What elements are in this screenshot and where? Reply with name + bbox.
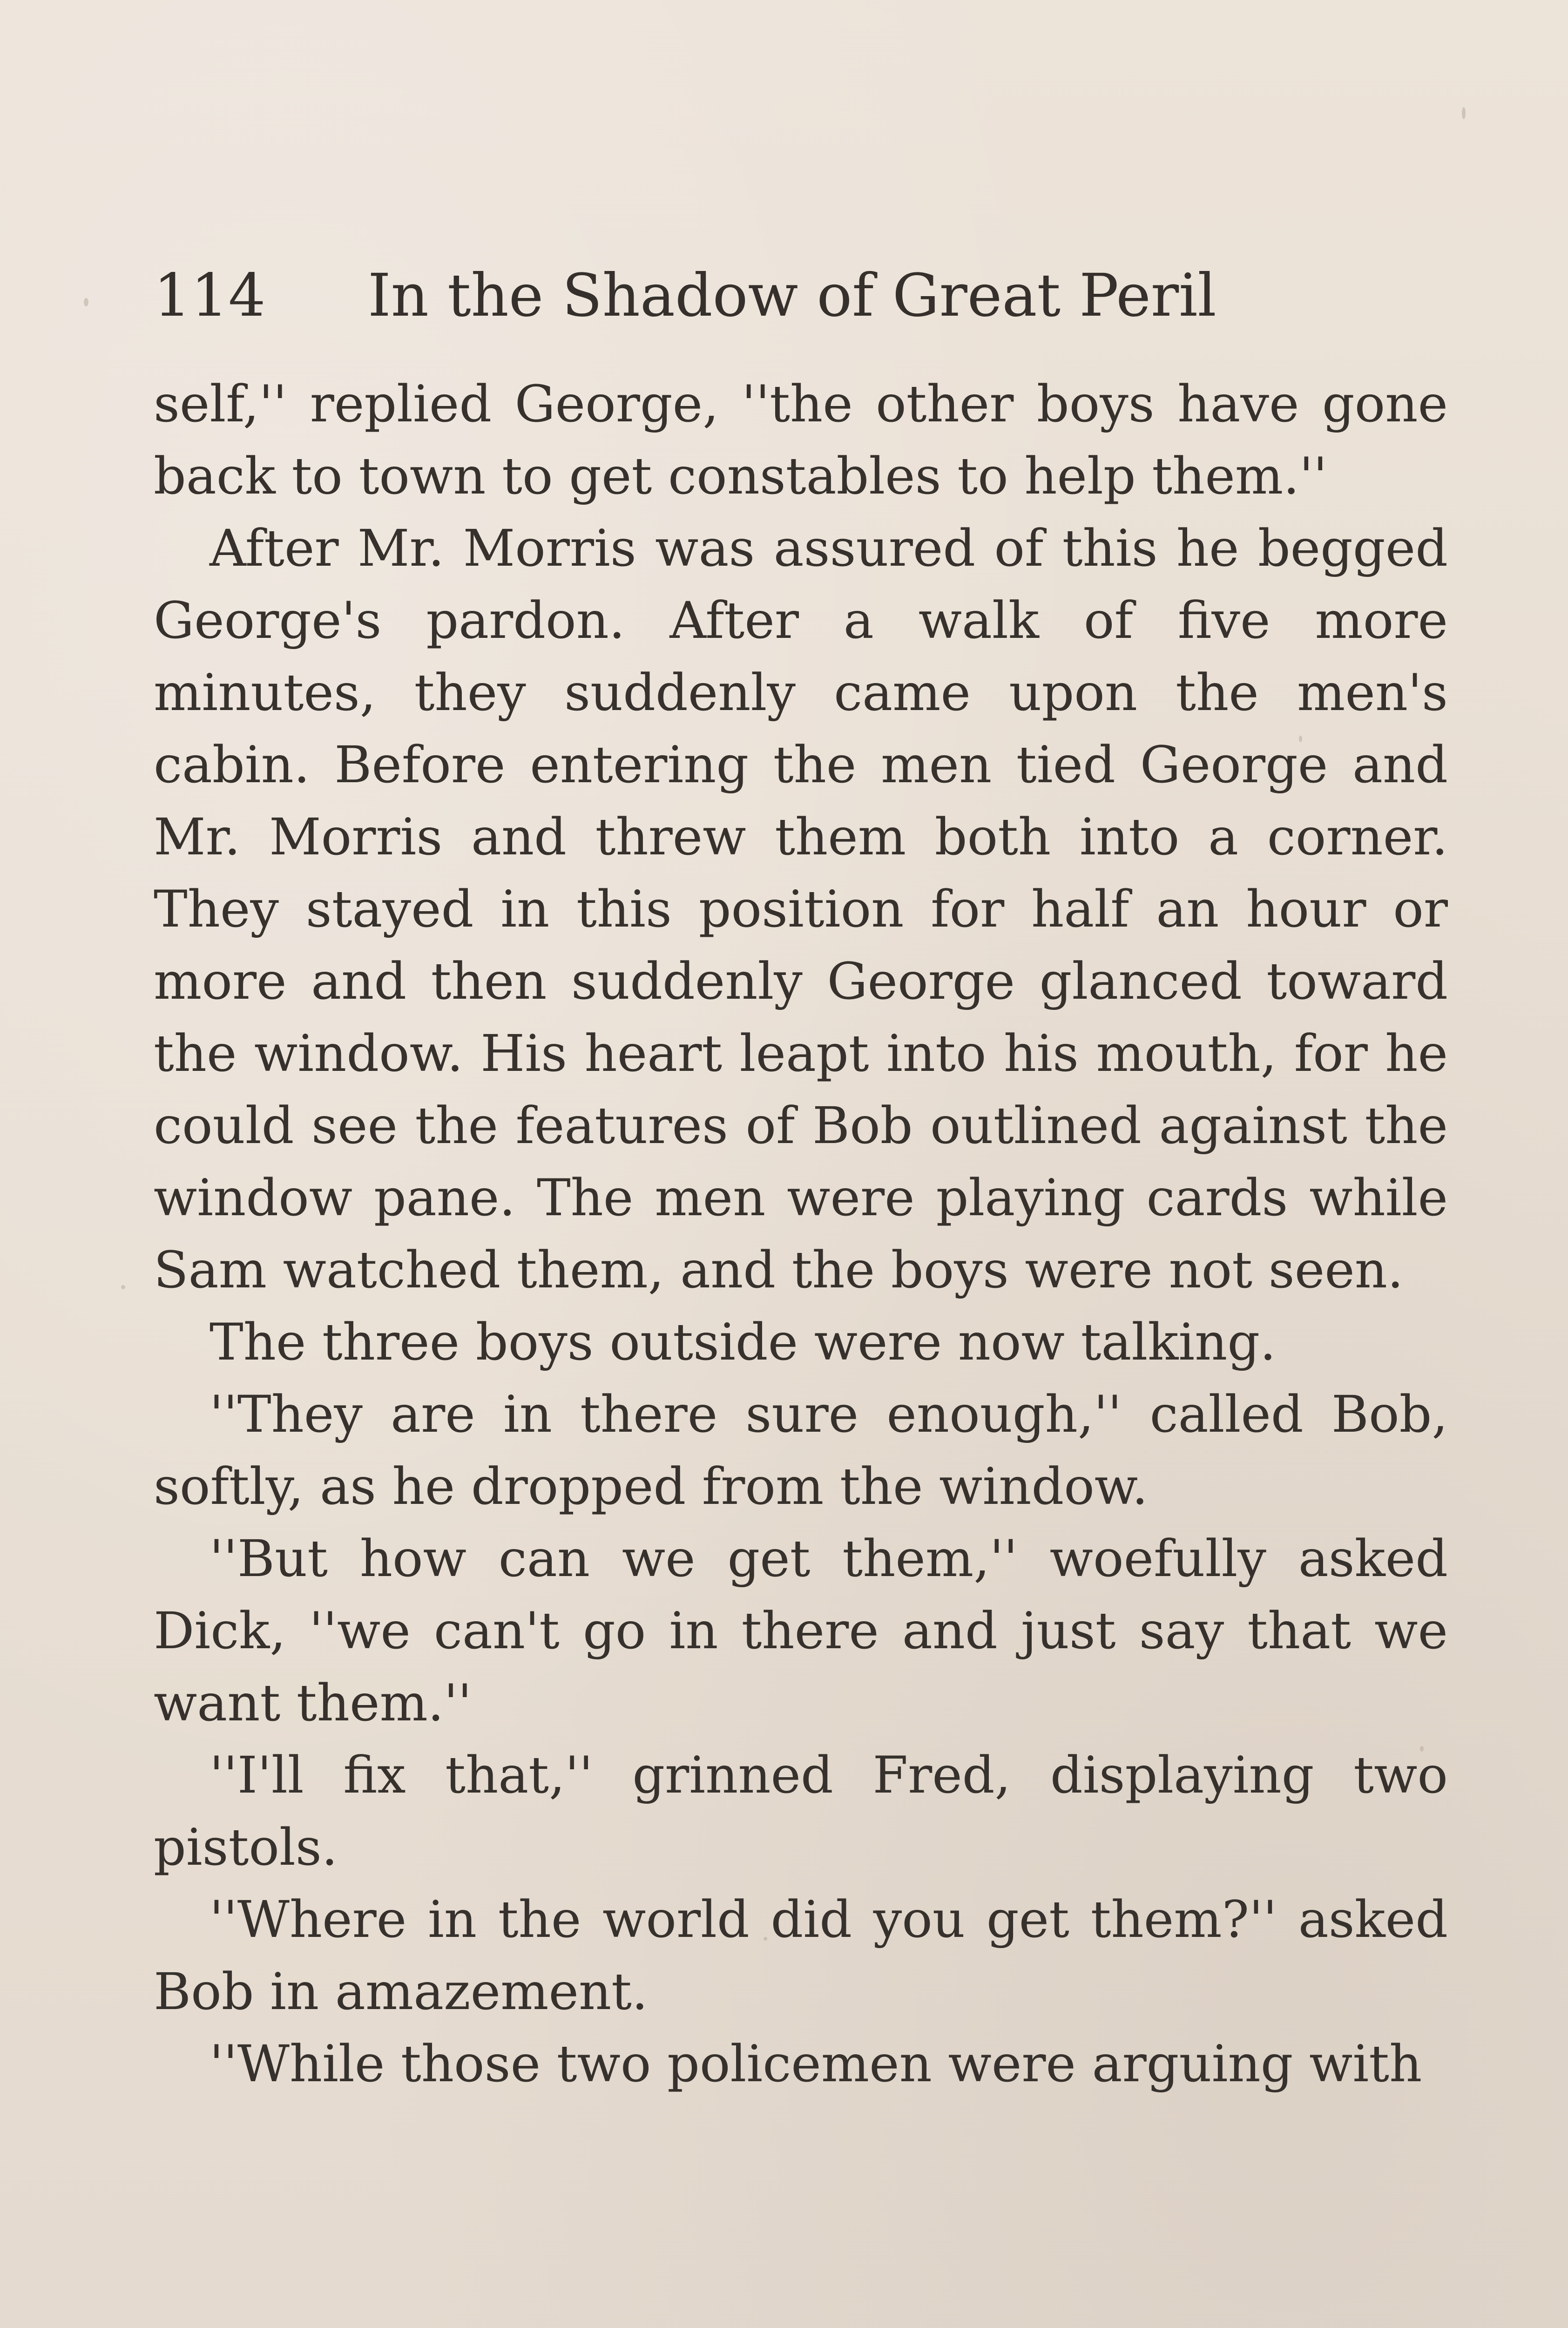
paragraph: ''I'll fix that,'' grinned Fred, displaying two pistols.	[154, 1746, 1448, 1877]
page-number: 114	[154, 261, 266, 330]
paragraph: After Mr. Morris was assured of this he begged George's pardon. After a walk of five more minutes, they suddenly came upon the men's cabin. Before entering the men tied George and Mr. Morris and threw them both into a corner. They stayed in this position for half an hour or more and then suddenly George glanced toward the window. His heart leapt into his mouth, for he could see the features of Bob outlined against the window pane. The men were playing cards while Sam watched them, and the boys were not seen.	[154, 519, 1448, 1299]
paragraph: ''Where in the world did you get them?'' asked Bob in amazement.	[154, 1890, 1448, 2021]
paragraph: self,'' replied George, ''the other boys have gone back to town to get constables to help them.''	[154, 374, 1448, 506]
paragraph: ''But how can we get them,'' woefully asked Dick, ''we can't go in there and just say that we want them.''	[154, 1529, 1448, 1732]
paragraph: ''While those two policemen were arguing with	[210, 2034, 1422, 2093]
body-text	[154, 368, 1448, 2100]
paragraph: ''They are in there sure enough,'' called Bob, softly, as he dropped from the window.	[154, 1385, 1448, 1516]
paragraph: The three boys outside were now talking.	[210, 1313, 1276, 1372]
page-header	[154, 254, 1448, 338]
running-title: In the Shadow of Great Peril	[368, 261, 1217, 330]
